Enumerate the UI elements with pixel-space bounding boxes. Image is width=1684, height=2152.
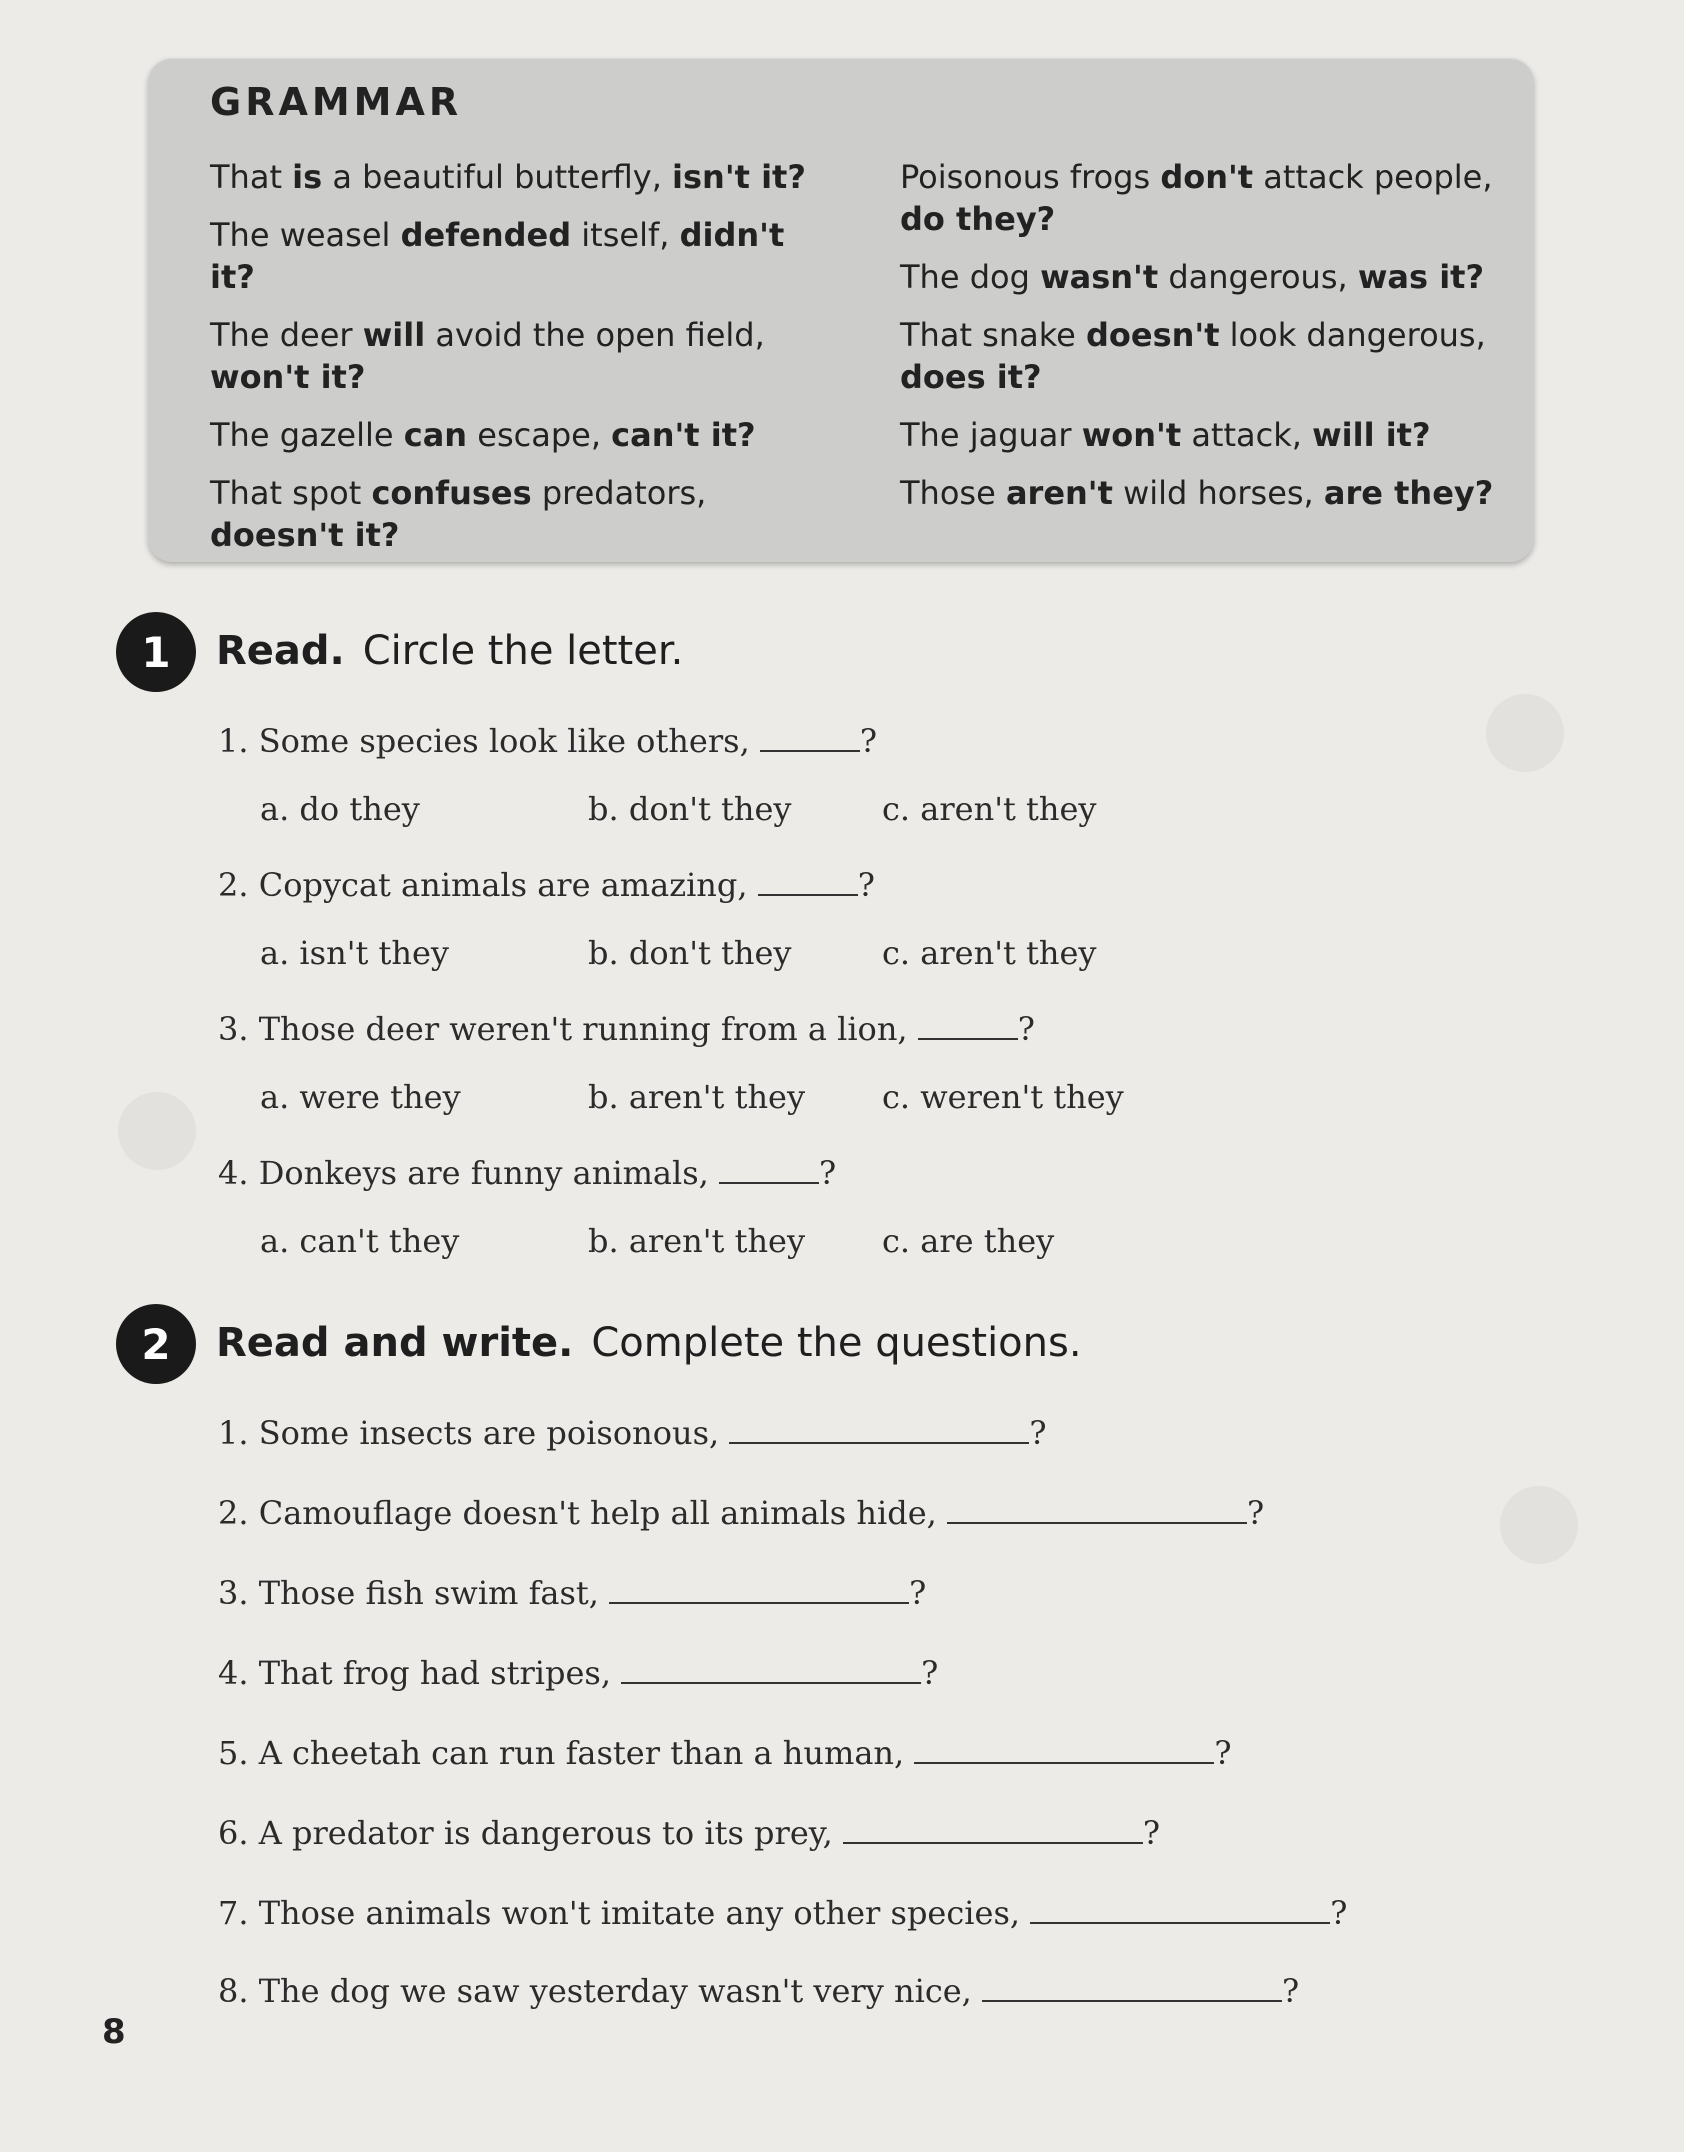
grammar-example: That spot confuses predators, doesn't it?: [210, 474, 707, 554]
exercise-1-question: 1. Some species look like others, ?: [218, 722, 878, 760]
grammar-example: The jaguar won't attack, will it?: [900, 416, 1431, 454]
exercise-2-question: 1. Some insects are poisonous, ?: [218, 1414, 1047, 1452]
answer-blank[interactable]: [609, 1576, 909, 1604]
option-b[interactable]: b. aren't they: [588, 1222, 806, 1260]
exercise-2-question: 6. A predator is dangerous to its prey, ?: [218, 1814, 1161, 1852]
bleed-through-circle: [1486, 694, 1564, 772]
answer-blank[interactable]: [843, 1816, 1143, 1844]
exercise-2-question: 3. Those fish swim fast, ?: [218, 1574, 927, 1612]
option-c[interactable]: c. are they: [882, 1222, 1055, 1260]
grammar-title: GRAMMAR: [210, 80, 463, 124]
grammar-example: Those aren't wild horses, are they?: [900, 474, 1494, 512]
exercise-2-question: 4. That frog had stripes, ?: [218, 1654, 939, 1692]
grammar-example: The gazelle can escape, can't it?: [210, 416, 756, 454]
answer-blank[interactable]: [982, 1974, 1282, 2002]
option-c[interactable]: c. aren't they: [882, 790, 1097, 828]
exercise-2-question: 7. Those animals won't imitate any other species, ?: [218, 1894, 1348, 1932]
answer-blank[interactable]: [729, 1416, 1029, 1444]
answer-blank[interactable]: [758, 868, 858, 896]
exercise-2-question: 8. The dog we saw yesterday wasn't very nice, ?: [218, 1972, 1300, 2010]
exercise-2-question: 2. Camouflage doesn't help all animals hide, ?: [218, 1494, 1265, 1532]
grammar-right-column: [900, 156, 1520, 530]
exercise-2-heading: [216, 1320, 1082, 1366]
answer-blank[interactable]: [760, 724, 860, 752]
exercise-2-lead: Read and write.: [216, 1320, 574, 1366]
exercise-2-number-badge: 2: [116, 1304, 196, 1384]
grammar-left-column: [210, 156, 830, 572]
option-c[interactable]: c. aren't they: [882, 934, 1097, 972]
grammar-box: [148, 58, 1534, 562]
exercise-2-question: 5. A cheetah can run faster than a human, ?: [218, 1734, 1232, 1772]
grammar-example: Poisonous frogs don't attack people, do they?: [900, 158, 1493, 238]
option-b[interactable]: b. don't they: [588, 790, 792, 828]
grammar-example: That snake doesn't look dangerous, does it?: [900, 316, 1486, 396]
exercise-2-instruction: Complete the questions.: [591, 1320, 1082, 1366]
answer-blank[interactable]: [914, 1736, 1214, 1764]
answer-blank[interactable]: [621, 1656, 921, 1684]
exercise-1-instruction: Circle the letter.: [362, 628, 684, 674]
grammar-example: The dog wasn't dangerous, was it?: [900, 258, 1485, 296]
option-b[interactable]: b. aren't they: [588, 1078, 806, 1116]
bleed-through-circle: [118, 1092, 196, 1170]
bleed-through-circle: [1500, 1486, 1578, 1564]
exercise-1-heading: [216, 628, 683, 674]
option-c[interactable]: c. weren't they: [882, 1078, 1124, 1116]
answer-blank[interactable]: [918, 1012, 1018, 1040]
exercise-1-question: 2. Copycat animals are amazing, ?: [218, 866, 875, 904]
grammar-example: That is a beautiful butterfly, isn't it?: [210, 158, 806, 196]
answer-blank[interactable]: [719, 1156, 819, 1184]
grammar-example: The deer will avoid the open field, won't it?: [210, 316, 765, 396]
exercise-1-question: 3. Those deer weren't running from a lion, ?: [218, 1010, 1035, 1048]
exercise-1-lead: Read.: [216, 628, 345, 674]
option-a[interactable]: a. isn't they: [260, 934, 449, 972]
exercise-1-question: 4. Donkeys are funny animals, ?: [218, 1154, 837, 1192]
option-b[interactable]: b. don't they: [588, 934, 792, 972]
option-a[interactable]: a. do they: [260, 790, 420, 828]
option-a[interactable]: a. can't they: [260, 1222, 460, 1260]
answer-blank[interactable]: [947, 1496, 1247, 1524]
exercise-1-number-badge: 1: [116, 612, 196, 692]
page-number: 8: [102, 2012, 126, 2052]
option-a[interactable]: a. were they: [260, 1078, 461, 1116]
answer-blank[interactable]: [1030, 1896, 1330, 1924]
grammar-example: The weasel defended itself, didn't it?: [210, 216, 785, 296]
